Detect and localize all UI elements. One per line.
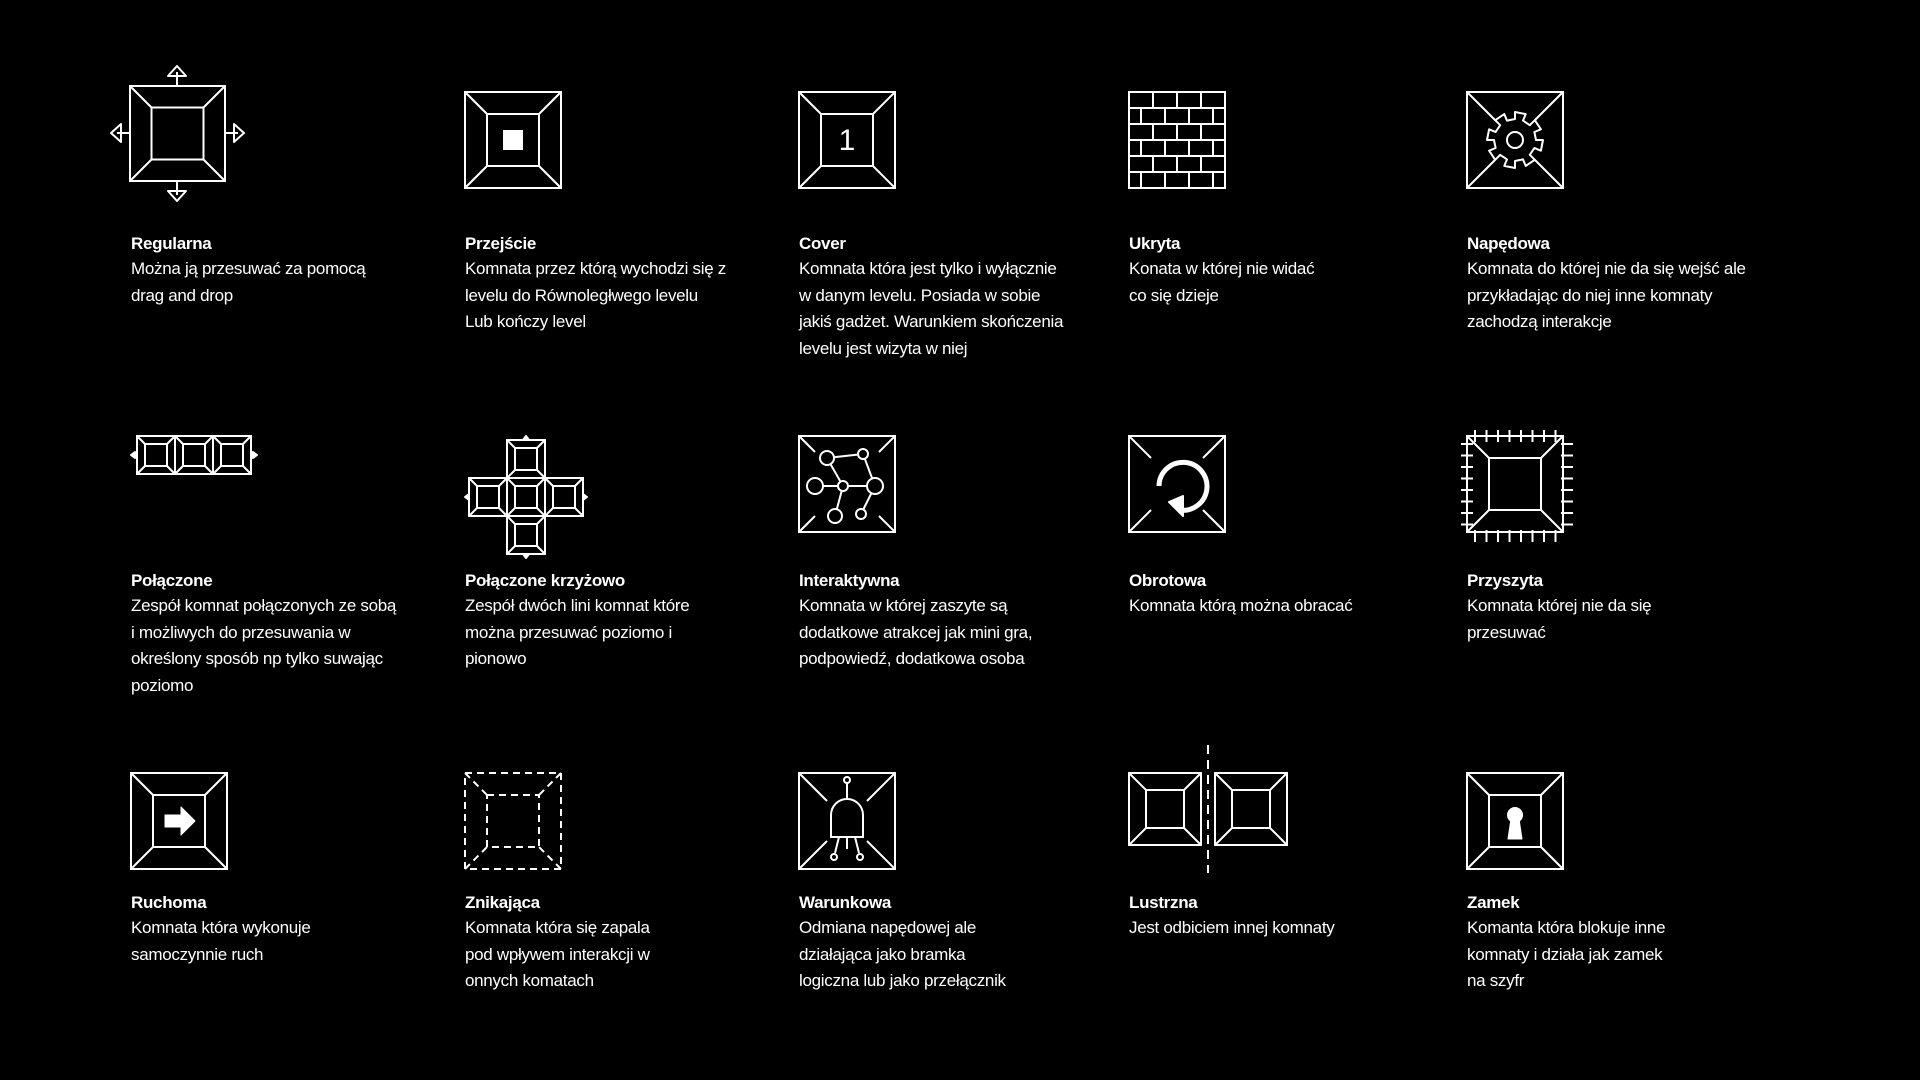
room-keyhole-icon	[1467, 773, 1563, 869]
room-type-title: Warunkowa	[799, 893, 892, 912]
room-type-title: Ukryta	[1129, 234, 1181, 253]
room-type-description: Komanta która blokuje inne komnaty i działa jak zamek na szyfr	[1467, 918, 1666, 990]
room-circuit-icon	[799, 436, 895, 532]
room-type-description: Zespół komnat połączonych ze sobą i możliwych do przesuwania w określony sposób np tylko suwając poziomo	[131, 596, 397, 695]
room-rotate-icon	[1129, 436, 1225, 532]
room-type-title: Ruchoma	[131, 893, 207, 912]
room-type-title: Lustrzna	[1129, 893, 1198, 912]
room-type-title: Przejście	[465, 234, 537, 253]
room-type-description: Komnata której nie da się przesuwać	[1467, 596, 1652, 642]
room-type-title: Połączone	[131, 571, 213, 590]
room-number-label: 1	[838, 124, 856, 157]
room-number-one-icon	[799, 92, 895, 188]
brick-wall-icon	[1129, 92, 1225, 188]
room-with-square-icon	[465, 92, 561, 188]
room-type-description: Konata w której nie widać co się dzieje	[1129, 259, 1315, 305]
room-logic-gate-icon	[799, 773, 895, 869]
room-dashed-icon	[465, 773, 561, 869]
room-arrow-right-icon	[131, 773, 227, 869]
room-type-description: Komnata która wykonuje samoczynnie ruch	[131, 918, 311, 964]
room-type-title: Interaktywna	[799, 571, 900, 590]
room-row-icon	[131, 436, 257, 474]
room-mirror-icon	[1129, 745, 1287, 873]
room-type-title: Przyszyta	[1467, 571, 1543, 590]
room-type-title: Znikająca	[465, 893, 540, 912]
room-type-description: Komnata którą można obracać	[1129, 596, 1353, 615]
room-type-description: Można ją przesuwać za pomocą drag and drop	[131, 259, 366, 305]
room-cross-icon	[469, 436, 587, 558]
room-type-title: Napędowa	[1467, 234, 1550, 253]
room-with-move-arrows-icon	[115, 66, 240, 201]
room-stitched-icon	[1463, 432, 1567, 536]
room-type-title: Obrotowa	[1129, 571, 1206, 590]
room-type-description: Komnata która się zapala pod wpływem interakcji w onnych komatach	[465, 918, 650, 990]
room-type-title: Połączone krzyżowo	[465, 571, 625, 590]
room-type-description: Komnata przez którą wychodzi się z levelu do Równoległwego levelu Lub kończy level	[465, 259, 726, 331]
room-type-description: Zespół dwóch lini komnat które można przesuwać poziomo i pionowo	[465, 596, 690, 668]
room-type-description: Odmiana napędowej ale działająca jako bramka logiczna lub jako przełącznik	[799, 918, 1006, 990]
room-type-description: Komnata w której zaszyte są dodatkowe atrakcej jak mini gra, podpowiedź, dodatkowa osoba	[799, 596, 1033, 668]
room-type-title: Cover	[799, 234, 846, 253]
room-gear-icon	[1467, 92, 1563, 188]
room-type-description: Komnata do której nie da się wejść ale przykładając do niej inne komnaty zachodzą interakcje	[1467, 259, 1746, 331]
room-type-description: Komnata która jest tylko i wyłącznie w danym levelu. Posiada w sobie jakiś gadżet. Warunkiem skończenia levelu jest wizyta w niej	[799, 259, 1064, 358]
room-type-title: Zamek	[1467, 893, 1520, 912]
room-type-description: Jest odbiciem innej komnaty	[1129, 918, 1335, 937]
room-type-title: Regularna	[131, 234, 212, 253]
